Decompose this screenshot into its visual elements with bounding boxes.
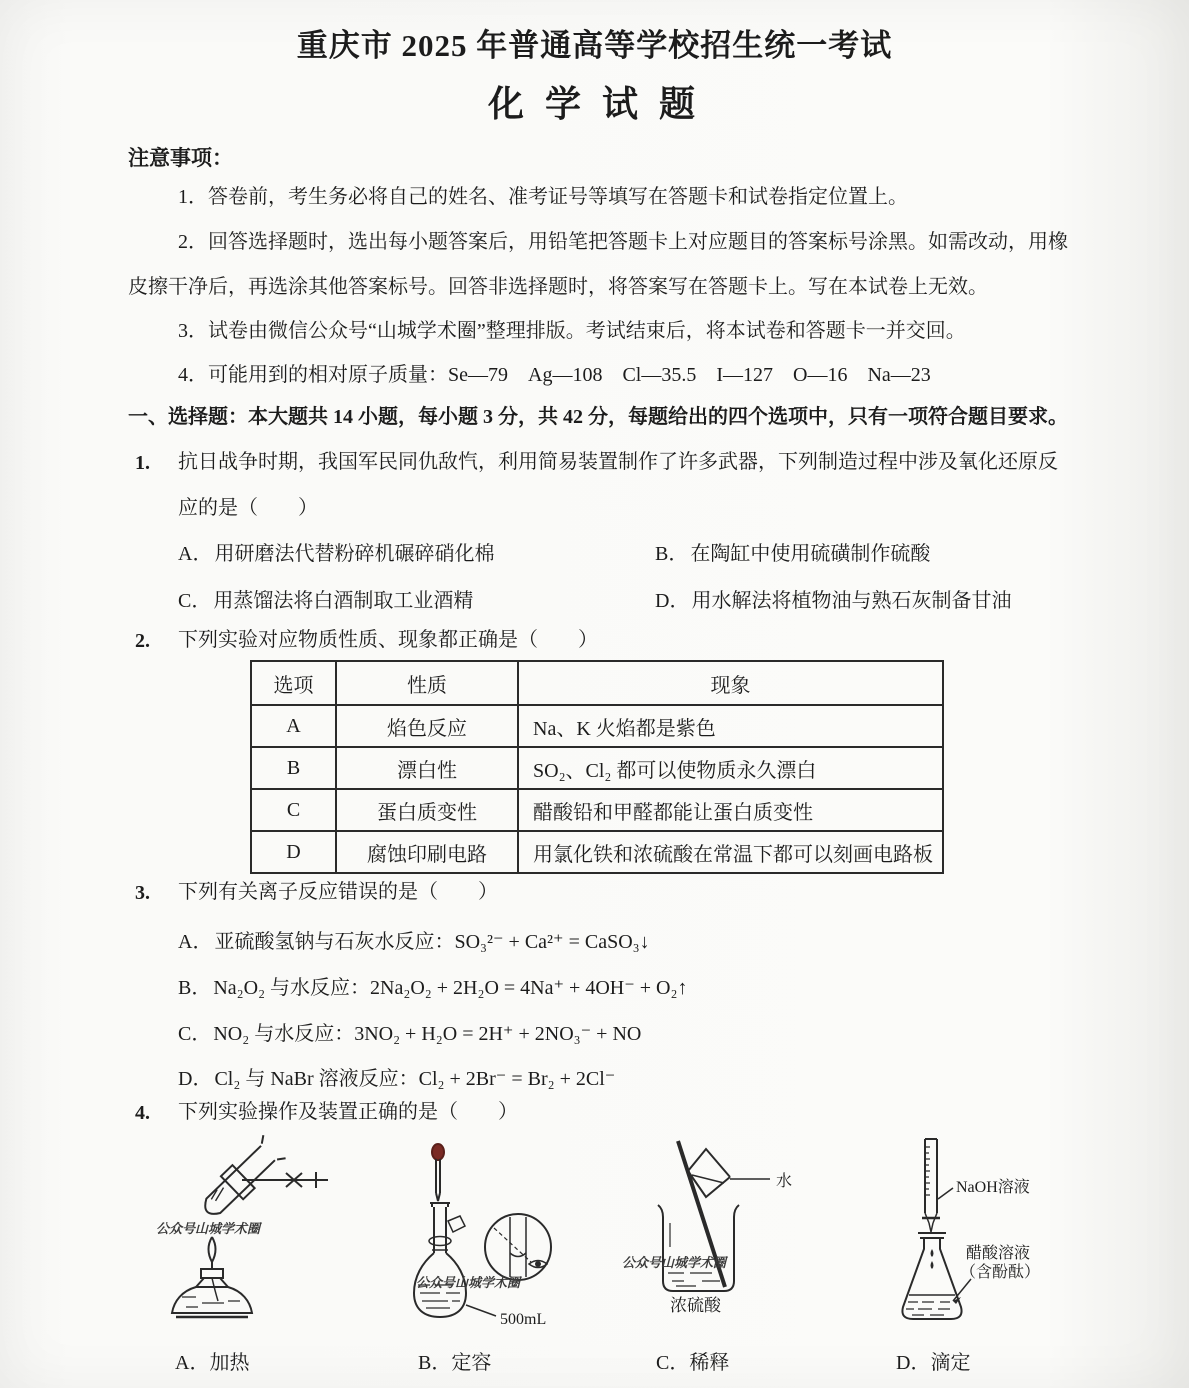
table-header-cell: 现象	[518, 661, 943, 705]
q1-number: 1.	[135, 452, 150, 474]
q3-stem: 下列有关离子反应错误的是（ ）	[178, 881, 498, 903]
option-text: 在陶缸中使用硫磺制作硫酸	[690, 543, 931, 565]
water-label: 水	[776, 1173, 793, 1190]
table-cell-option: B	[251, 747, 336, 789]
option-label: C．	[178, 1023, 212, 1045]
beaker-icon	[658, 1205, 739, 1291]
alcohol-lamp-icon	[172, 1237, 252, 1317]
option-label: D．	[655, 590, 690, 612]
acid-label: 浓硫酸	[670, 1296, 721, 1315]
q1-option-a	[178, 537, 494, 566]
table-cell-phenomenon: 醋酸铅和甲醛都能让蛋白质变性	[518, 789, 943, 831]
q3-number: 3.	[135, 882, 150, 904]
table-cell-option: D	[251, 831, 336, 873]
diagram-c-caption: C．稀释	[656, 1352, 730, 1374]
pouring-beaker-icon	[688, 1149, 770, 1197]
notice-heading: 注意事项：	[128, 146, 233, 170]
q3-option-d	[178, 1062, 615, 1091]
table-cell-option: C	[251, 789, 336, 831]
option-text: 用水解法将植物油与熟石灰制备甘油	[691, 590, 1012, 612]
table-header-cell: 性质	[336, 661, 518, 705]
watermark-text: 公众号山城学术圈	[156, 1221, 261, 1236]
table-cell-phenomenon: 用氯化铁和浓硫酸在常温下都可以刻画电路板	[518, 831, 943, 873]
option-label: C．	[178, 590, 212, 612]
option-text: Cl₂ 与 NaBr 溶液反应：Cl₂ + 2Br⁻ = Br₂ + 2Cl⁻	[214, 1068, 616, 1090]
page-subtitle: 化 学 试 题	[487, 84, 701, 124]
q4-number: 4.	[135, 1102, 150, 1124]
table-cell-phenomenon: SO₂、Cl₂ 都可以使物质永久漂白	[518, 747, 943, 789]
option-label: D．	[178, 1068, 213, 1090]
table-row	[251, 831, 943, 873]
watermark-text: 公众号山城学术圈	[622, 1255, 727, 1270]
table-row	[251, 705, 943, 747]
table-cell-option: A	[251, 705, 336, 747]
q2-stem: 下列实验对应物质性质、现象都正确是（ ）	[178, 629, 598, 651]
section-heading: 一、选择题：本大题共 14 小题，每小题 3 分，共 42 分，每题给出的四个选项中，只有一项符合题目要求。	[128, 406, 1068, 428]
volumetric-flask-icon	[414, 1203, 496, 1317]
q2-number: 2.	[135, 630, 150, 652]
option-label: A．	[178, 931, 213, 953]
table-row	[251, 747, 943, 789]
option-text: 用蒸馏法将白酒制取工业酒精	[213, 590, 474, 612]
notice-item-4: 4．可能用到的相对原子质量：Se—79 Ag—108 Cl—35.5 I—127 O—16 Na—23	[178, 364, 931, 386]
table-cell-property: 漂白性	[336, 747, 518, 789]
q4-stem: 下列实验操作及装置正确的是（ ）	[178, 1101, 518, 1123]
diagram-a-caption: A．加热	[175, 1352, 250, 1374]
option-label: B．	[655, 543, 689, 565]
table-cell-property: 腐蚀印刷电路	[336, 831, 518, 873]
watermark-text: 公众号山城学术圈	[416, 1275, 521, 1290]
option-text: Na₂O₂ 与水反应：2Na₂O₂ + 2H₂O = 4Na⁺ + 4OH⁻ + O₂↑	[213, 977, 688, 999]
diagram-d-caption: D．滴定	[896, 1352, 971, 1374]
heating-apparatus-diagram	[130, 1135, 380, 1340]
table-header-cell: 选项	[251, 661, 336, 705]
page-title: 重庆市 2025 年普通高等学校招生统一考试	[296, 28, 893, 63]
q1-option-c	[178, 584, 473, 613]
q1-stem: 抗日战争时期，我国军民同仇敌忾，利用简易装置制作了许多武器，下列制造过程中涉及氧化还原反应的是（ ）	[178, 451, 1058, 519]
table-header-row	[251, 661, 943, 705]
table-row	[251, 789, 943, 831]
dilution-diagram	[612, 1135, 862, 1340]
option-text: 亚硫酸氢钠与石灰水反应：SO₃²⁻ + Ca²⁺ = CaSO₃↓	[214, 931, 650, 953]
option-text: 用研磨法代替粉碎机碾碎硝化棉	[214, 543, 495, 565]
meniscus-magnifier-icon	[485, 1214, 551, 1280]
option-label: A．	[178, 543, 213, 565]
q3-option-b	[178, 971, 687, 1000]
burette-icon	[922, 1139, 953, 1232]
table-cell-property: 焰色反应	[336, 705, 518, 747]
notice-item-3: 3．试卷由微信公众号“山城学术圈”整理排版。考试结束后，将本试卷和答题卡一并交回。	[178, 320, 966, 342]
burette-label: NaOH溶液	[956, 1179, 1030, 1196]
volumetric-flask-diagram	[390, 1135, 605, 1340]
flask-label-line2: （含酚酞）	[960, 1264, 1041, 1281]
q1-option-d	[655, 584, 1011, 613]
q1-option-b	[655, 537, 930, 566]
table-cell-phenomenon: Na、K 火焰都是紫色	[518, 705, 943, 747]
q3-option-c	[178, 1017, 641, 1046]
volume-label: 500mL	[500, 1311, 547, 1328]
notice-item-2: 2．回答选择题时，选出每小题答案后，用铅笔把答题卡上对应题目的答案标号涂黑。如需改动，用橡皮擦干净后，再选涂其他答案标号。回答非选择题时，将答案写在答题卡上。写在本试卷上无效。	[128, 231, 1068, 298]
dropper-icon	[432, 1144, 444, 1201]
option-label: B．	[178, 977, 212, 999]
notice-item-1: 1．答卷前，考生务必将自己的姓名、准考证号等填写在答题卡和试卷指定位置上。	[178, 186, 908, 208]
titration-diagram	[872, 1135, 1112, 1340]
q3-option-a	[178, 925, 650, 954]
diagram-b-caption: B．定容	[418, 1352, 492, 1374]
flask-label-line1: 醋酸溶液	[966, 1245, 1031, 1262]
properties-table	[250, 660, 944, 874]
table-cell-property: 蛋白质变性	[336, 789, 518, 831]
option-text: NO₂ 与水反应：3NO₂ + H₂O = 2H⁺ + 2NO₃⁻ + NO	[213, 1023, 642, 1045]
